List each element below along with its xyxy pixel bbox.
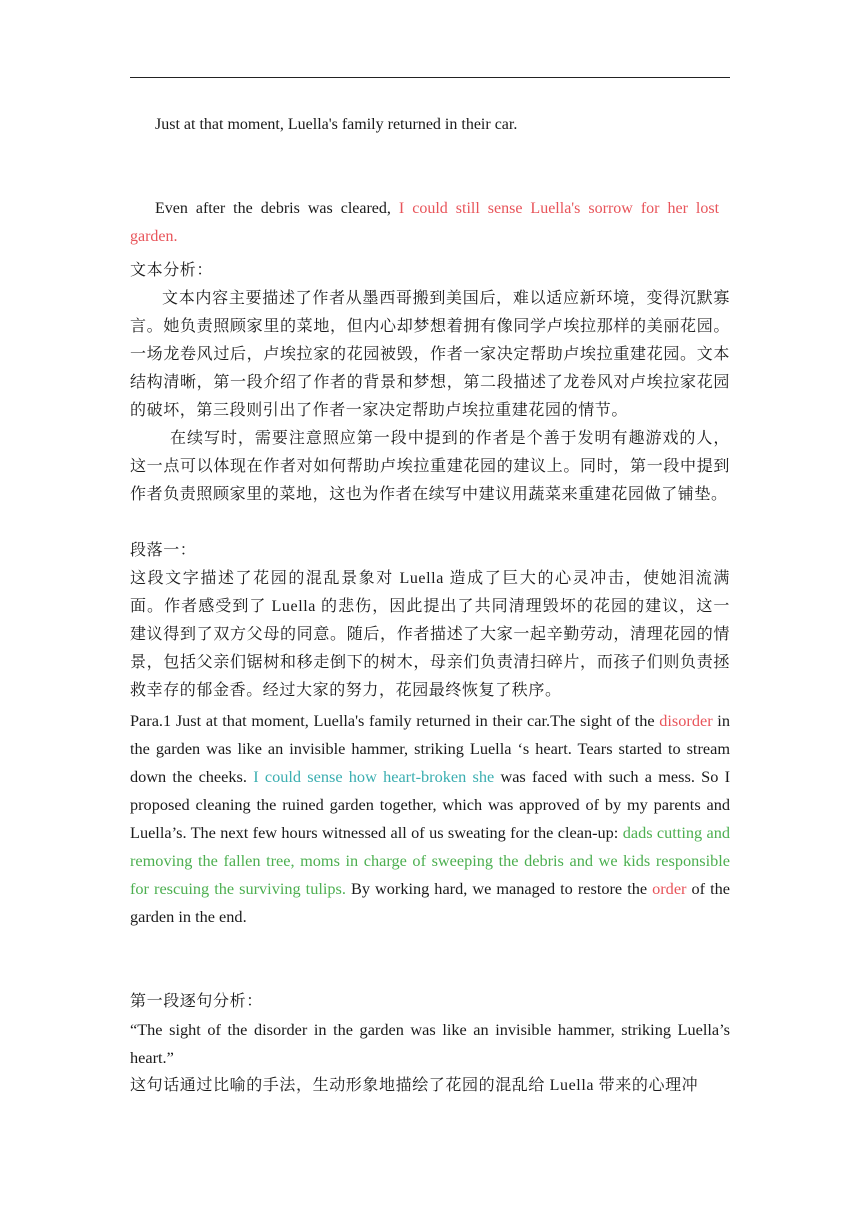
para1-part-5: of the garden in the end. [130,879,731,926]
para1-part-1: Para.1 Just at that moment, Luella's family returned in their car.The sight of the [130,711,660,730]
para1-green-sentence: dads cutting and removing the fallen tree, moms in charge of sweeping the debris and we kids responsible for rescuing the surviving tulips. [130,823,730,898]
text-analysis-paragraph-2 [130,425,730,509]
para1-part-2: in the garden was like an invisible hammer, striking Luella ‘s heart. Tears started to stream down the cheeks. [130,711,730,786]
prompt-sentence-highlight: I could still sense Luella's sorrow for her lost garden. [130,200,720,245]
prompt-sentence [130,195,720,251]
sentence-analysis-heading-text: 第一段逐句分析： [130,993,263,1010]
para1-part-4: By working hard, we managed to restore the [345,879,653,898]
header-rule [130,77,730,78]
opening-sentence-text: Just at that moment, Luella's family returned in their car. [155,116,518,133]
sentence-analysis-explanation [130,1072,730,1100]
text-analysis-heading-text: 文本分析： [130,262,214,279]
sentence-analysis-quote-text: “The sight of the disorder in the garden was like an invisible hammer, striking Luella’s heart.” [130,1020,730,1067]
text-analysis-heading [130,257,730,285]
para1-word-disorder: disorder [659,711,713,730]
sentence-analysis-explanation-text: 这句话通过比喻的手法，生动形象地描绘了花园的混乱给 Luella 带来的心理冲 [130,1077,699,1094]
opening-sentence [130,111,730,139]
prompt-sentence-plain: Even after the debris was cleared, [155,200,399,217]
para1-continuation [130,707,730,931]
para1-word-order: order [652,879,687,898]
text-analysis-paragraph-1 [130,285,730,425]
sentence-analysis-heading [130,988,730,1016]
paragraph-one-summary-text: 这段文字描述了花园的混乱景象对 Luella 造成了巨大的心灵冲击，使她泪流满面。作者感受到了 Luella 的悲伤，因此提出了共同清理毁坏的花园的建议，这一建议得到了双方父母的同意。随后，作者描述了大家一起辛勤劳动，清理花园的情景，包括父亲们锯树和移走倒下的树木，母亲们负责清扫碎片，而孩子们则负责拯救幸存的郁金香。经过大家的努力，花园最终恢复了秩序。 [130,570,730,699]
para1-part-3: was faced with such a mess. So I proposed cleaning the ruined garden together, which was approved of by my parents and Luella’s. The next few hours witnessed all of us sweating for the clean-up: [130,767,731,842]
paragraph-one-heading-text: 段落一： [130,542,197,559]
text-analysis-paragraph-1-text: 文本内容主要描述了作者从墨西哥搬到美国后，难以适应新环境，变得沉默寡言。她负责照顾家里的菜地，但内心却梦想着拥有像同学卢埃拉那样的美丽花园。一场龙卷风过后，卢埃拉家的花园被毁，作者一家决定帮助卢埃拉重建花园。文本结构清晰，第一段介绍了作者的背景和梦想，第二段描述了龙卷风对卢埃拉家花园的破坏，第三段则引出了作者一家决定帮助卢埃拉重建花园的情节。 [130,290,730,419]
para1-teal-sentence: I could sense how heart-broken she [253,767,495,786]
text-analysis-paragraph-2-text: 在续写时，需要注意照应第一段中提到的作者是个善于发明有趣游戏的人，这一点可以体现在作者对如何帮助卢埃拉重建花园的建议上。同时，第一段中提到作者负责照顾家里的菜地，这也为作者在续写中建议用蔬菜来重建花园做了铺垫。 [130,430,730,503]
paragraph-one-heading [130,537,730,565]
paragraph-one-summary [130,565,730,705]
sentence-analysis-quote [130,1016,730,1072]
